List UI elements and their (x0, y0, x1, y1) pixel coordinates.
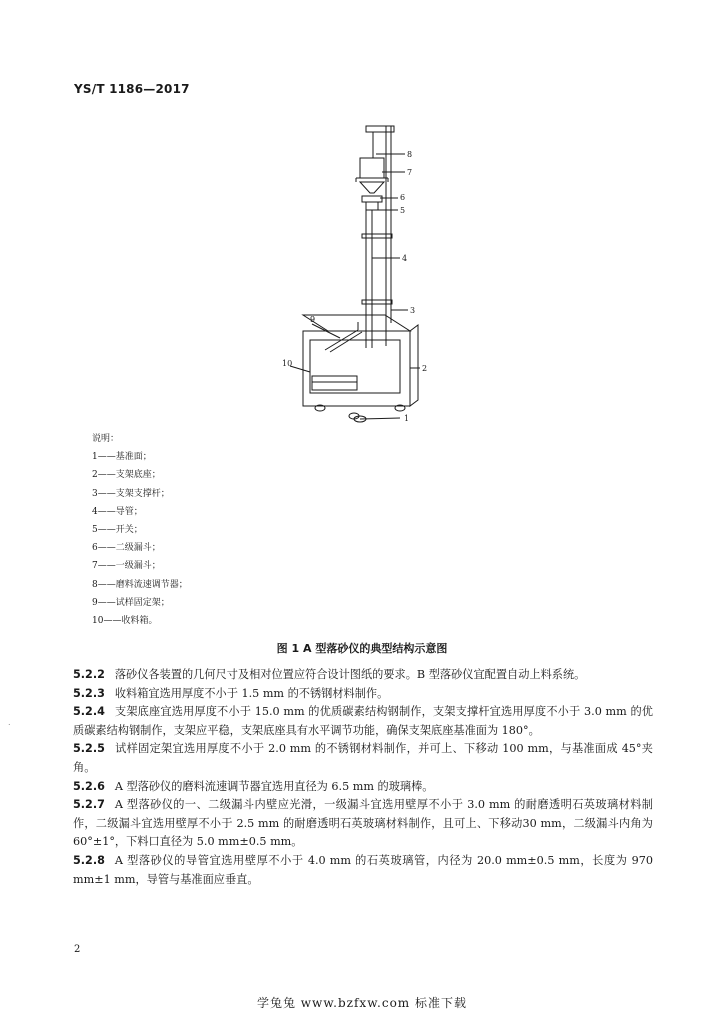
standard-code: YS/T 1186—2017 (74, 82, 190, 96)
margin-mark: . (8, 718, 11, 727)
callout-4: 4 (402, 254, 408, 263)
clauses (73, 666, 653, 889)
clause-5-2-2: 5.2.2 落砂仪各装置的几何尺寸及相对位置应符合设计图纸的要求。B 型落砂仪宜配置自动上料系统。 (73, 668, 586, 681)
callout-10: 10 (282, 359, 293, 368)
figure-caption: 图 1 A 型落砂仪的典型结构示意图 (276, 642, 448, 655)
page-number: 2 (74, 944, 81, 955)
clause-5-2-4: 5.2.4 支架底座宜选用厚度不小于 15.0 mm 的优质碳素结构钢制作，支架支撑杆宜选用厚度不小于 3.0 mm 的优质碳素结构钢制作，支架应平稳，支架底座具有水平调节功能，确保支架底座基准面为 180°。 (73, 705, 653, 737)
legend-item: 9——试样固定架； (92, 597, 170, 608)
legend-item: 2——支架底座； (92, 470, 161, 481)
legend-item: 10——收料箱。 (92, 616, 158, 627)
callout-3: 3 (410, 306, 416, 315)
callout-5: 5 (400, 206, 406, 215)
figure-legend (92, 430, 188, 630)
legend-item: 8——磨料流速调节器； (92, 579, 188, 590)
legend-item: 3——支架支撑杆； (92, 488, 170, 499)
legend-item: 6——二级漏斗； (92, 543, 161, 554)
callout-9: 9 (310, 315, 316, 324)
callout-6: 6 (400, 193, 406, 202)
legend-item: 5——开关； (92, 525, 143, 536)
clause-5-2-6: 5.2.6 A 型落砂仪的磨料流速调节器宜选用直径为 6.5 mm 的玻璃棒。 (73, 779, 434, 793)
footer-watermark: 学兔兔 www.bzfxw.com 标准下载 (256, 996, 468, 1010)
clause-5-2-3: 5.2.3 收料箱宜选用厚度不小于 1.5 mm 的不锈钢材料制作。 (73, 686, 389, 700)
callout-8: 8 (407, 150, 413, 159)
callout-7: 7 (407, 168, 413, 177)
figure-apparatus (270, 118, 450, 430)
clause-5-2-7: 5.2.7 A 型落砂仪的一、二级漏斗内壁应光滑，一级漏斗宜选用壁厚不小于 3.0 mm 的耐磨透明石英玻璃材料制作，二级漏斗宜选用壁厚不小于 2.5 mm 的耐磨透明石英玻璃材料制作，且可上、下移动30 mm，二级漏斗内角为 60°±1°，下料口直径为 5.0 mm±0.5 mm。 (73, 798, 653, 849)
legend-item: 4——导管； (92, 506, 143, 517)
legend-item: 1——基准面； (92, 452, 152, 463)
legend-title: 说明： (92, 434, 120, 444)
clause-5-2-8: 5.2.8 A 型落砂仪的导管宜选用壁厚不小于 4.0 mm 的石英玻璃管，内径为 20.0 mm±0.5 mm，长度为 970 mm±1 mm，导管与基准面应垂直。 (73, 853, 653, 886)
clause-5-2-5: 5.2.5 试样固定架宜选用厚度不小于 2.0 mm 的不锈钢材料制作，并可上、下移动 100 mm，与基准面成 45°夹角。 (73, 742, 653, 774)
callout-1: 1 (404, 414, 410, 423)
legend-item: 7——一级漏斗； (92, 561, 161, 572)
apparatus-diagram (270, 118, 450, 430)
callout-2: 2 (422, 364, 428, 373)
